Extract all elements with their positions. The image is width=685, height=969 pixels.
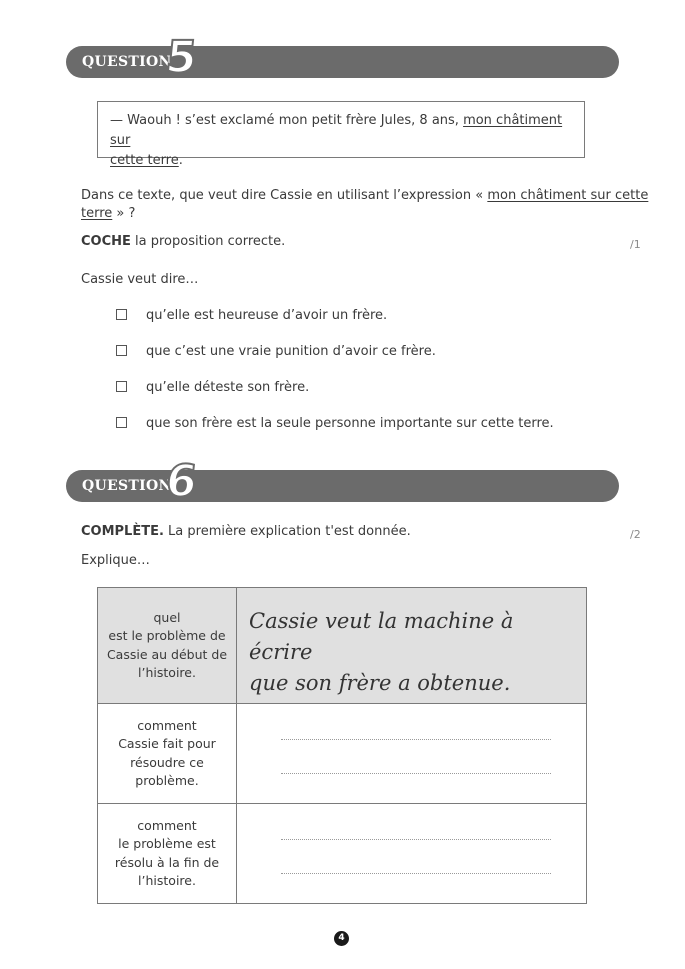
question-5-header <box>66 32 619 83</box>
option-2[interactable] <box>116 344 436 359</box>
option-label: que son frère est la seule personne importante sur cette terre. <box>146 416 554 431</box>
instruction-verb: COMPLÈTE. <box>81 524 164 539</box>
option-label: que c’est une vraie punition d’avoir ce frère. <box>146 344 436 359</box>
instruction-text: La première explication t'est donnée. <box>163 524 411 539</box>
answer-line[interactable] <box>281 873 551 874</box>
answer-line[interactable] <box>281 739 551 740</box>
row-label: comment Cassie fait pour résoudre ce problème. <box>118 717 216 788</box>
option-3[interactable] <box>116 380 309 395</box>
question-number: 5 <box>163 32 200 83</box>
answer-line[interactable] <box>281 773 551 774</box>
quote-underlined: mon châtiment sur <box>110 113 563 148</box>
page-number: 4 <box>334 931 349 946</box>
score-q6: /2 <box>630 528 641 541</box>
instruction-text: la proposition correcte. <box>130 234 286 249</box>
question-6-lead: Explique… <box>81 553 150 568</box>
answer-area[interactable] <box>237 704 587 804</box>
row-label: comment le problème est résolu à la fin de l’histoire. <box>114 817 220 888</box>
table-row <box>98 804 587 904</box>
option-4[interactable] <box>116 416 554 431</box>
table-row <box>98 704 587 804</box>
option-label: qu’elle déteste son frère. <box>146 380 310 395</box>
question-text: Dans ce texte, que veut dire Cassie en utilisant l’expression « <box>81 188 488 203</box>
checkbox[interactable] <box>116 381 127 392</box>
row-label: quel est le problème de Cassie au début de l’histoire. <box>106 609 228 680</box>
question-suffix: » ? <box>112 206 136 221</box>
quote-text: — Waouh ! s’est exclamé mon petit frère Jules, 8 ans, <box>110 113 464 128</box>
checkbox[interactable] <box>116 309 127 320</box>
question-label: QUESTION <box>82 478 172 494</box>
option-1[interactable] <box>116 308 387 323</box>
answer-given: Cassie veut la machine à écrire que son frère a obtenue. <box>237 588 587 704</box>
quote-suffix: . <box>178 153 183 168</box>
answer-line[interactable] <box>281 839 551 840</box>
question-underlined-2: terre <box>81 206 113 221</box>
question-5-lead: Cassie veut dire… <box>81 272 199 287</box>
table-row <box>98 588 587 704</box>
question-5-instruction <box>81 233 285 251</box>
question-number: 6 <box>163 456 200 507</box>
question-6-instruction <box>81 523 411 541</box>
option-label: qu’elle est heureuse d’avoir un frère. <box>146 308 388 323</box>
checkbox[interactable] <box>116 417 127 428</box>
checkbox[interactable] <box>116 345 127 356</box>
row-label-cell <box>98 804 237 904</box>
question-label: QUESTION <box>82 54 172 70</box>
question-5-text <box>81 187 648 223</box>
score-q5: /1 <box>630 238 641 251</box>
row-label-cell <box>98 588 237 704</box>
row-label-cell <box>98 704 237 804</box>
question-underlined: mon châtiment sur cette <box>487 188 649 203</box>
answer-area[interactable] <box>237 804 587 904</box>
question-6-header <box>66 456 619 507</box>
quote-box <box>97 101 585 168</box>
quote-underlined-2: cette terre <box>110 153 179 168</box>
instruction-verb: COCHE <box>81 234 131 249</box>
explanation-table <box>97 587 587 904</box>
